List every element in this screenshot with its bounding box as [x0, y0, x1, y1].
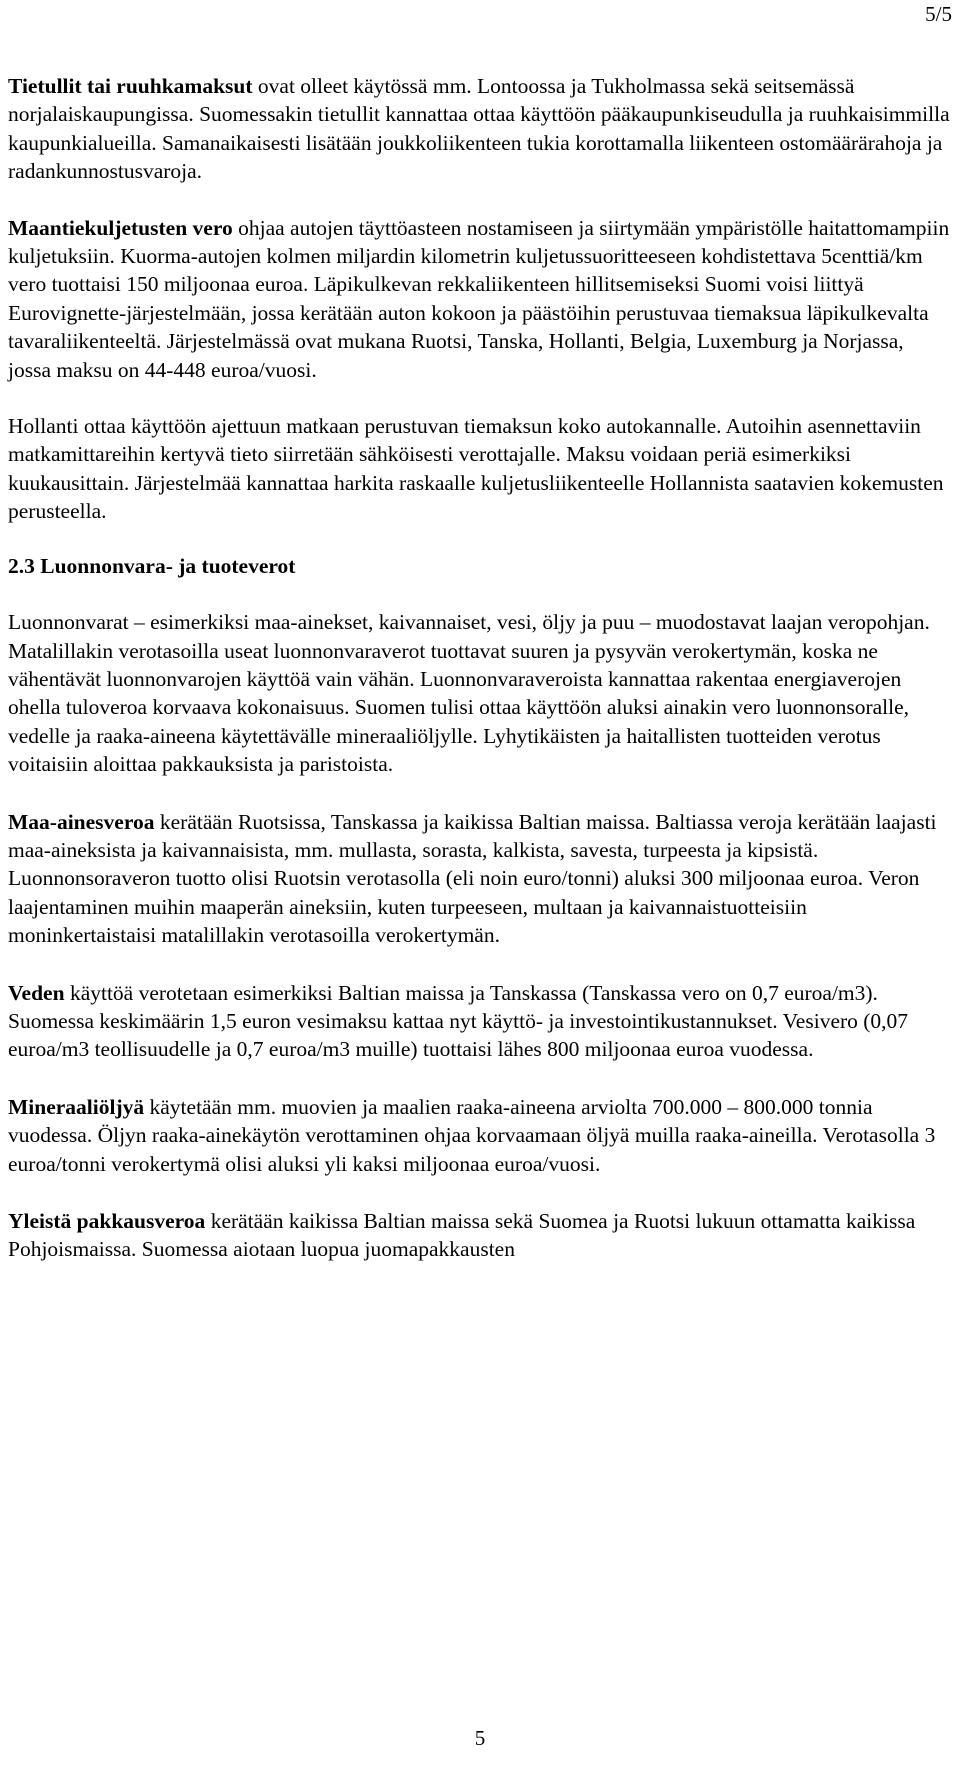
paragraph-text: ovat olleet käytössä mm. Lontoossa ja Tukholmassa sekä seitsemässä norjalaiskaupungissa. Suomessakin tietullit kannattaa ottaa käyttöön pääkaupunkiseudulla ja ruuhkaisimmilla kaupunkialueilla. Samanaikaisesti lisätään joukkoliikenteen tukia korottamalla liikenteen ostomäärärahoja ja radankunnostusvaroja.	[8, 74, 950, 184]
paragraph-hollanti	[8, 412, 952, 526]
paragraph-text: kerätään kaikissa Baltian maissa sekä Suomea ja Ruotsi lukuun ottamatta kaikissa Pohjoismaissa. Suomessa aiotaan luopua juomapakkausten	[8, 1209, 916, 1262]
paragraph-lead: Maantiekuljetusten vero	[8, 215, 233, 240]
document-body	[8, 72, 952, 1264]
paragraph-lead: Mineraaliöljyä	[8, 1094, 145, 1119]
paragraph-lead: Yleistä pakkausveroa	[8, 1209, 206, 1233]
paragraph-lead: Tietullit tai ruuhkamaksut	[8, 74, 253, 98]
paragraph-luonnonvarat	[8, 608, 952, 778]
paragraph-mineraalioljy	[8, 1093, 952, 1178]
paragraph-text: käyttöä verotetaan esimerkiksi Baltian maissa ja Tanskassa (Tanskassa vero on 0,7 euroa/m3). Suomessa keskimäärin 1,5 euron vesimaksu kattaa nyt käyttö- ja investointikustannukset. Vesivero (0,07 euroa/m3 teollisuudelle ja 0,7 euroa/m3 muille) tuottaisi lähes 800 miljoonaa euroa vuodessa.	[8, 980, 909, 1062]
page-number: 5	[474, 1726, 486, 1750]
paragraph-text: Hollanti ottaa käyttöön ajettuun matkaan perustuvan tiemaksun koko autokannalle. Autoihin asennettaviin matkamittareihin kertyvä tieto siirretään sähköisesti verottajalle. Maksu voidaan periä esimerkiksi kuukausittain. Järjestelmää kannattaa harkita raskaalle kuljetusliikenteelle Hollannista saatavien kokemusten perusteella.	[8, 414, 944, 524]
paragraph-maantiekuljetusten-vero	[8, 214, 952, 384]
paragraph-vesi	[8, 979, 952, 1064]
paragraph-text: käytetään mm. muovien ja maalien raaka-aineena arviolta 700.000 – 800.000 tonnia vuodessa. Öljyn raaka-ainekäytön verottaminen ohjaa korvaamaan öljyä muilla raaka-aineilla. Verotasolla 3 euroa/tonni verokertymä olisi aluksi yli kaksi miljoonaa euroa/vuosi.	[8, 1094, 936, 1176]
paragraph-text: ohjaa autojen täyttöasteen nostamiseen ja siirtymään ympäristölle haitattomampiin kuljetuksiin. Kuorma-autojen kolmen miljardin kilometrin kuljetussuoritteeseen kohdistettava 5centtiä/km vero tuottaisi 150 miljoonaa euroa. Läpikulkevan rekkaliikenteen hillitsemiseksi Suomi voisi liittyä Eurovignette-järjestelmään, jossa kerätään auton kokoon ja päästöihin perustuvaa tiemaksua läpikulkevalta tavaraliikenteeltä. Järjestelmässä ovat mukana Ruotsi, Tanska, Hollanti, Belgia, Luxemburg ja Norjassa, jossa maksu on 44-448 euroa/vuosi.	[8, 215, 950, 382]
paragraph-pakkausvero	[8, 1207, 952, 1264]
page-indicator: 5/5	[925, 2, 952, 26]
paragraph-maa-ainesvero	[8, 808, 952, 950]
paragraph-lead: Veden	[8, 980, 65, 1005]
paragraph-text: Luonnonvarat – esimerkiksi maa-ainekset, kaivannaiset, vesi, öljy ja puu – muodostavat laajan veropohjan. Matalillakin verotasoilla useat luonnonvaraverot tuottavat suuren ja pysyvän verokertymän, koska ne vähentävät luonnonvarojen käyttöä vain vähän. Luonnonvaraveroista kannattaa rakentaa energiaverojen ohella tuloveroa korvaava kokonaisuus. Suomen tulisi ottaa käyttöön aluksi ainakin vero luonnonsoralle, vedelle ja raaka-aineena käytettävälle mineraaliöljylle. Lyhytikäisten ja haitallisten tuotteiden verotus voitaisiin aloittaa pakkauksista ja paristoista.	[8, 610, 930, 777]
paragraph-text: kerätään Ruotsissa, Tanskassa ja kaikissa Baltian maissa. Baltiassa veroja kerätään laajasti maa-aineksista ja kaivannaisista, mm. mullasta, sorasta, kalkista, savesta, turpeesta ja kipsistä. Luonnonsoraveron tuotto olisi Ruotsin verotasolla (eli noin euro/tonni) aluksi 300 miljoonaa euroa. Veron laajentaminen muihin maaperän aineksiin, kuten turpeeseen, multaan ja kaivannaistuotteisiin moninkertaistaisi matalillakin verotasoilla verokertymän.	[8, 809, 937, 948]
section-heading: 2.3 Luonnonvara- ja tuoteverot	[8, 553, 296, 578]
paragraph-tietullit	[8, 72, 952, 186]
paragraph-lead: Maa-ainesveroa	[8, 809, 155, 834]
